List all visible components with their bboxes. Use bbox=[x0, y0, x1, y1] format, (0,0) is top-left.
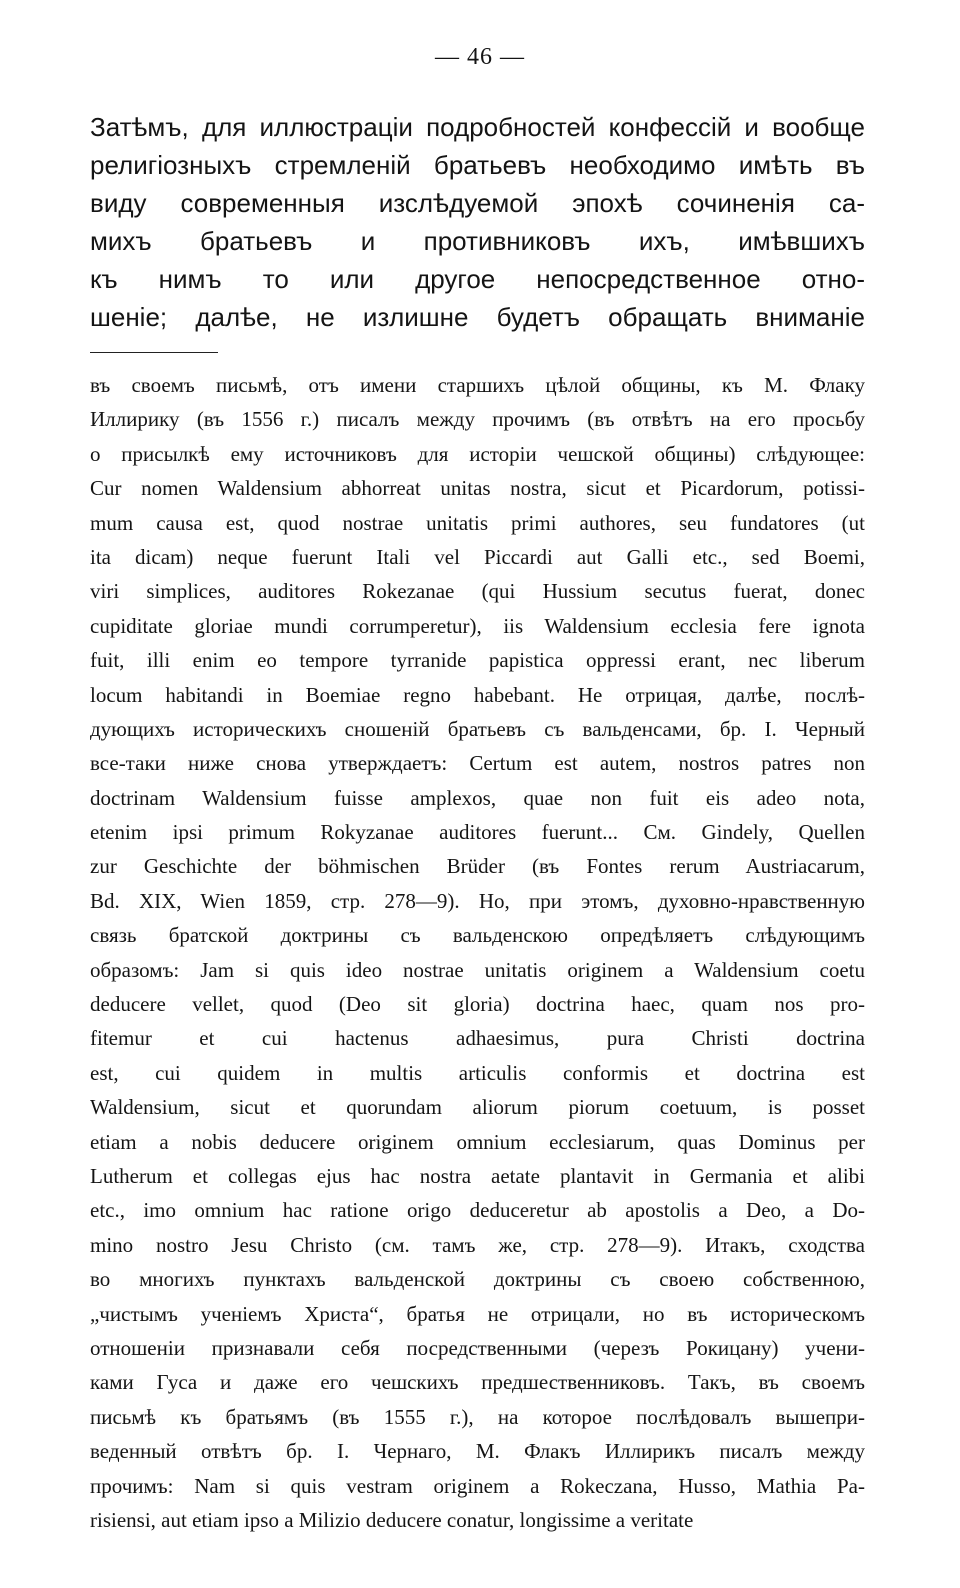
footnote-line: etenim ipsi primum Rokyzanae auditores fuerunt... См. Gindely, Quellen bbox=[90, 820, 865, 845]
footnote-line: образомъ: Jam si quis ideo nostrae unitatis originem a Waldensium coetu bbox=[90, 957, 865, 982]
footnote-line: Cur nomen Waldensium abhorreat unitas nostra, sicut et Picardorum, potissi- bbox=[90, 476, 865, 501]
footnote-line: веденный отвѣтъ бр. I. Чернаго, М. Флакъ Иллирикъ писалъ между bbox=[90, 1439, 865, 1464]
footnote-line: risiensi, aut etiam ipso a Milizio deducere conatur, longissime a veritate bbox=[90, 1507, 694, 1532]
footnote-line: fuit, illi enim eo tempore tyrranide papistica oppressi erant, nec liberum bbox=[90, 648, 865, 673]
footnote-line: ками Гуса и даже его чешскихъ предшественниковъ. Такъ, въ своемъ bbox=[90, 1370, 865, 1395]
main-text-line: шеніе; далѣе, не излишне будетъ обращать вниманіе bbox=[90, 302, 865, 332]
main-text bbox=[90, 108, 865, 336]
footnote-line: etiam a nobis deducere originem omnium ecclesiarum, quas Dominus per bbox=[90, 1129, 865, 1154]
footnote-line: Bd. XIX, Wien 1859, стр. 278—9). Но, при этомъ, духовно-нравственную bbox=[90, 888, 865, 913]
footnote-line: deducere vellet, quod (Deo sit gloria) doctrina haec, quam nos pro- bbox=[90, 992, 865, 1017]
footnote-line: въ своемъ письмѣ, отъ имени старшихъ цѣлой общины, къ М. Флаку bbox=[90, 373, 865, 397]
footnote-line: прочимъ: Nam si quis vestram originem a Rokeczana, Husso, Mathia Pa- bbox=[90, 1473, 865, 1498]
footnote-line: письмѣ къ братьямъ (въ 1555 г.), на которое послѣдовалъ вышепри- bbox=[90, 1404, 865, 1429]
footnote-line: отношеніи признавали себя посредственными (черезъ Рокицану) учени- bbox=[90, 1335, 865, 1360]
footnote-separator bbox=[90, 352, 218, 353]
page-number: — 46 — bbox=[435, 44, 525, 70]
footnote-line: „чистымъ ученіемъ Христа“, братья не отрицали, но въ историческомъ bbox=[90, 1301, 865, 1326]
footnote-line: ita dicam) neque fuerunt Itali vel Piccardi aut Galli etc., sed Boemi, bbox=[90, 544, 865, 569]
footnote-line: дующихъ историческихъ сношеній братьевъ съ вальденсами, бр. I. Черный bbox=[90, 716, 865, 741]
main-text-line: Затѣмъ, для иллюстраціи подробностей конфессій и вообще bbox=[90, 112, 865, 142]
footnote-line: Lutherum et collegas ejus hac nostra aetate plantavit in Germania et alibi bbox=[90, 1163, 865, 1188]
footnote-line: Иллирику (въ 1556 г.) писалъ между прочимъ (въ отвѣтъ на его просьбу bbox=[90, 407, 865, 432]
footnote-line: о присылкѣ ему источниковъ для исторіи чешской общины) слѣдующее: bbox=[90, 441, 865, 466]
footnote-line: все-таки ниже снова утверждаетъ: Certum est autem, nostros patres non bbox=[90, 751, 865, 776]
footnote-line: mum causa est, quod nostrae unitatis primi authores, seu fundatores (ut bbox=[90, 510, 865, 535]
main-text-line: михъ братьевъ и противниковъ ихъ, имѣвшихъ bbox=[90, 226, 865, 256]
footnote-line: zur Geschichte der böhmischen Brüder (въ Fontes rerum Austriacarum, bbox=[90, 854, 865, 879]
footnote-line: doctrinam Waldensium fuisse amplexos, quae non fuit eis adeo nota, bbox=[90, 785, 865, 810]
footnote-line: связь братской доктрины съ вальденскою опредѣляетъ слѣдующимъ bbox=[90, 923, 865, 948]
footnote-line: est, cui quidem in multis articulis conformis et doctrina est bbox=[90, 1060, 865, 1085]
main-text-line: виду современныя изслѣдуемой эпохѣ сочиненія са- bbox=[90, 188, 865, 218]
footnote-text bbox=[90, 368, 865, 1537]
footnote-line: locum habitandi in Boemiae regno habebant. Не отрицая, далѣе, послѣ- bbox=[90, 682, 865, 707]
footnote-line: mino nostro Jesu Christo (см. тамъ же, стр. 278—9). Итакъ, сходства bbox=[90, 1232, 865, 1257]
footnote-line: Waldensium, sicut et quorundam aliorum piorum coetuum, is posset bbox=[90, 1095, 865, 1120]
footnote-line: viri simplices, auditores Rokezanae (qui Hussium secutus fuerat, donec bbox=[90, 579, 865, 604]
main-text-line: религіозныхъ стремленій братьевъ необходимо имѣть въ bbox=[90, 150, 865, 180]
footnote-line: fitemur et cui hactenus adhaesimus, pura Christi doctrina bbox=[90, 1026, 865, 1051]
footnote-line: во многихъ пунктахъ вальденской доктрины съ своею собственною, bbox=[90, 1267, 865, 1292]
main-text-line: къ нимъ то или другое непосредственное отно- bbox=[90, 264, 865, 294]
footnote-line: cupiditate gloriae mundi corrumperetur), iis Waldensium ecclesia fere ignota bbox=[90, 613, 865, 638]
footnote-line: etc., imo omnium hac ratione origo deduceretur ab apostolis a Deo, a Do- bbox=[90, 1198, 865, 1223]
